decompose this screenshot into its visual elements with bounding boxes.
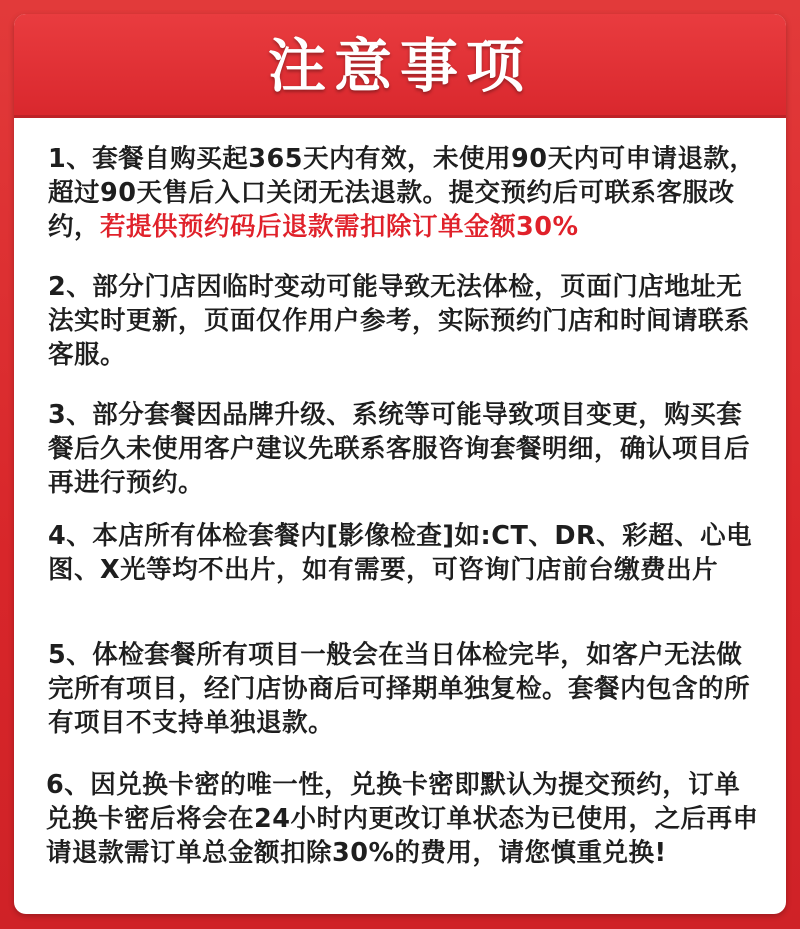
notice-item-6: 6、因兑换卡密的唯一性，兑换卡密即默认为提交预约，订单兑换卡密后将会在24小时内更改订单状态为已使用，之后再申请退款需订单总金额扣除30%的费用，请您慎重兑换! xyxy=(46,770,759,868)
notice-item-1-highlight: 若提供预约码后退款需扣除订单金额30% xyxy=(100,212,579,242)
notice-item-3: 3、部分套餐因品牌升级、系统等可能导致项目变更，购买套餐后久未使用客户建议先联系客服咨询套餐明细，确认项目后再进行预约。 xyxy=(48,400,751,498)
notice-item-2: 2、部分门店因临时变动可能导致无法体检，页面门店地址无法实时更新，页面仅作用户参考，实际预约门店和时间请联系客服。 xyxy=(48,272,751,370)
page-title: 注意事项 xyxy=(267,32,532,100)
notice-item-5: 5、体检套餐所有项目一般会在当日体检完毕，如客户无法做完所有项目，经门店协商后可择期单独复检。套餐内包含的所有项目不支持单独退款。 xyxy=(48,640,751,738)
notice-item-1 xyxy=(48,142,764,244)
header-banner xyxy=(14,14,786,118)
notice-item-1-text: 1、套餐自购买起365天内有效，未使用90天内可申请退款，超过90天售后入口关闭无法退款。提交预约后可联系客服改约， xyxy=(48,144,756,242)
notice-card xyxy=(14,14,786,914)
notice-item-4: 4、本店所有体检套餐内[影像检查]如:CT、DR、彩超、心电图、X光等均不出片，如有需要，可咨询门店前台缴费出片 xyxy=(48,521,753,585)
